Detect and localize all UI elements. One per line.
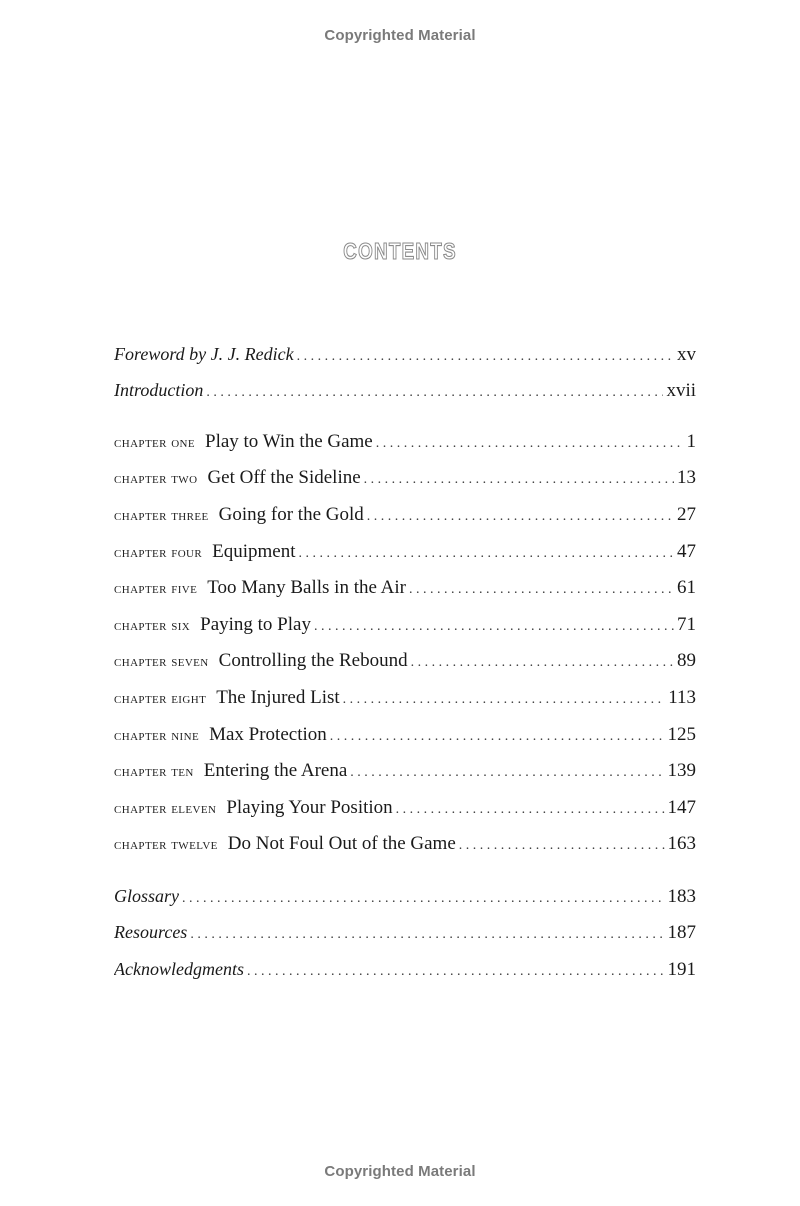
entry-title: Do Not Foul Out of the Game	[227, 833, 456, 854]
copyright-watermark-bottom: Copyrighted Material	[324, 1163, 476, 1180]
dot-leader	[330, 724, 665, 748]
page-number: xv	[677, 344, 696, 365]
page-number: 147	[667, 797, 696, 818]
entry-title: Get Off the Sideline	[207, 467, 361, 488]
toc-entry-acknowledgments[interactable]	[114, 956, 696, 982]
entry-title: Acknowledgments	[114, 959, 244, 979]
copyright-watermark-top: Copyrighted Material	[324, 27, 476, 44]
entry-title: Entering the Arena	[203, 760, 348, 781]
entry-title: Resources	[114, 922, 188, 942]
dot-leader	[343, 687, 666, 711]
dot-leader	[396, 797, 665, 821]
entry-title: Playing Your Position	[226, 797, 393, 818]
page-number: 183	[667, 886, 696, 907]
toc-entry-chapter-5[interactable]	[114, 575, 696, 601]
dot-leader	[247, 959, 665, 982]
dot-leader	[182, 886, 664, 909]
chapter-label: chapter four	[114, 544, 203, 561]
page-number: 113	[668, 687, 696, 708]
dot-leader	[367, 504, 674, 528]
toc-entry-chapter-12[interactable]	[114, 831, 696, 857]
toc-entry-glossary[interactable]	[114, 883, 696, 909]
dot-leader	[376, 431, 684, 455]
entry-title: Going for the Gold	[218, 504, 364, 525]
page-number: 47	[677, 541, 696, 562]
page-number: xvii	[666, 380, 696, 401]
dot-leader	[350, 760, 664, 784]
page-number: 163	[667, 833, 696, 854]
dot-leader	[206, 380, 663, 403]
page-number: 89	[677, 650, 696, 671]
page-number: 125	[667, 724, 696, 745]
chapter-label: chapter five	[114, 580, 198, 597]
entry-title: Too Many Balls in the Air	[207, 577, 406, 598]
page-number: 139	[667, 760, 696, 781]
chapter-label: chapter nine	[114, 727, 200, 744]
toc-entry-chapter-4[interactable]	[114, 539, 696, 565]
dot-leader	[190, 922, 664, 945]
toc-entry-chapter-1[interactable]	[114, 429, 696, 455]
page-number: 61	[677, 577, 696, 598]
chapter-label: chapter eleven	[114, 800, 217, 817]
entry-title: Controlling the Rebound	[218, 650, 408, 671]
page-number: 71	[677, 614, 696, 635]
entry-title: Paying to Play	[200, 614, 311, 635]
page-number: 13	[677, 467, 696, 488]
toc-entry-chapter-8[interactable]	[114, 685, 696, 711]
dot-leader	[297, 344, 674, 367]
toc-entry-chapter-7[interactable]	[114, 648, 696, 674]
toc-entry-chapter-9[interactable]	[114, 722, 696, 748]
entry-title: Glossary	[114, 886, 180, 906]
page-number: 187	[667, 922, 696, 943]
chapter-label: chapter six	[114, 617, 191, 634]
entry-title: Equipment	[212, 541, 296, 562]
entry-title: Introduction	[114, 380, 204, 400]
toc-entry-chapter-11[interactable]	[114, 795, 696, 821]
toc-entry-introduction[interactable]	[114, 377, 696, 403]
toc-entry-foreword[interactable]	[114, 341, 696, 367]
entry-title: Foreword by J. J. Redick	[114, 344, 294, 364]
dot-leader	[411, 650, 674, 674]
chapter-label: chapter twelve	[114, 836, 218, 853]
page-number: 27	[677, 504, 696, 525]
dot-leader	[364, 467, 674, 491]
dot-leader	[314, 614, 674, 638]
dot-leader	[459, 833, 665, 857]
chapter-label: chapter eight	[114, 690, 207, 707]
dot-leader	[409, 577, 674, 601]
toc-entry-chapter-10[interactable]	[114, 758, 696, 784]
toc-entry-chapter-3[interactable]	[114, 502, 696, 528]
page-number: 1	[686, 431, 696, 452]
toc-entry-resources[interactable]	[114, 919, 696, 945]
chapter-label: chapter seven	[114, 653, 209, 670]
chapter-label: chapter ten	[114, 763, 194, 780]
entry-title: The Injured List	[216, 687, 340, 708]
chapter-label: chapter two	[114, 470, 198, 487]
page-title: CONTENTS	[343, 238, 457, 264]
toc-entry-chapter-6[interactable]	[114, 612, 696, 638]
dot-leader	[299, 541, 674, 565]
chapter-label: chapter one	[114, 434, 195, 451]
page-number: 191	[667, 959, 696, 980]
toc-entry-chapter-2[interactable]	[114, 465, 696, 491]
entry-title: Max Protection	[209, 724, 327, 745]
entry-title: Play to Win the Game	[205, 431, 373, 452]
chapter-label: chapter three	[114, 507, 209, 524]
